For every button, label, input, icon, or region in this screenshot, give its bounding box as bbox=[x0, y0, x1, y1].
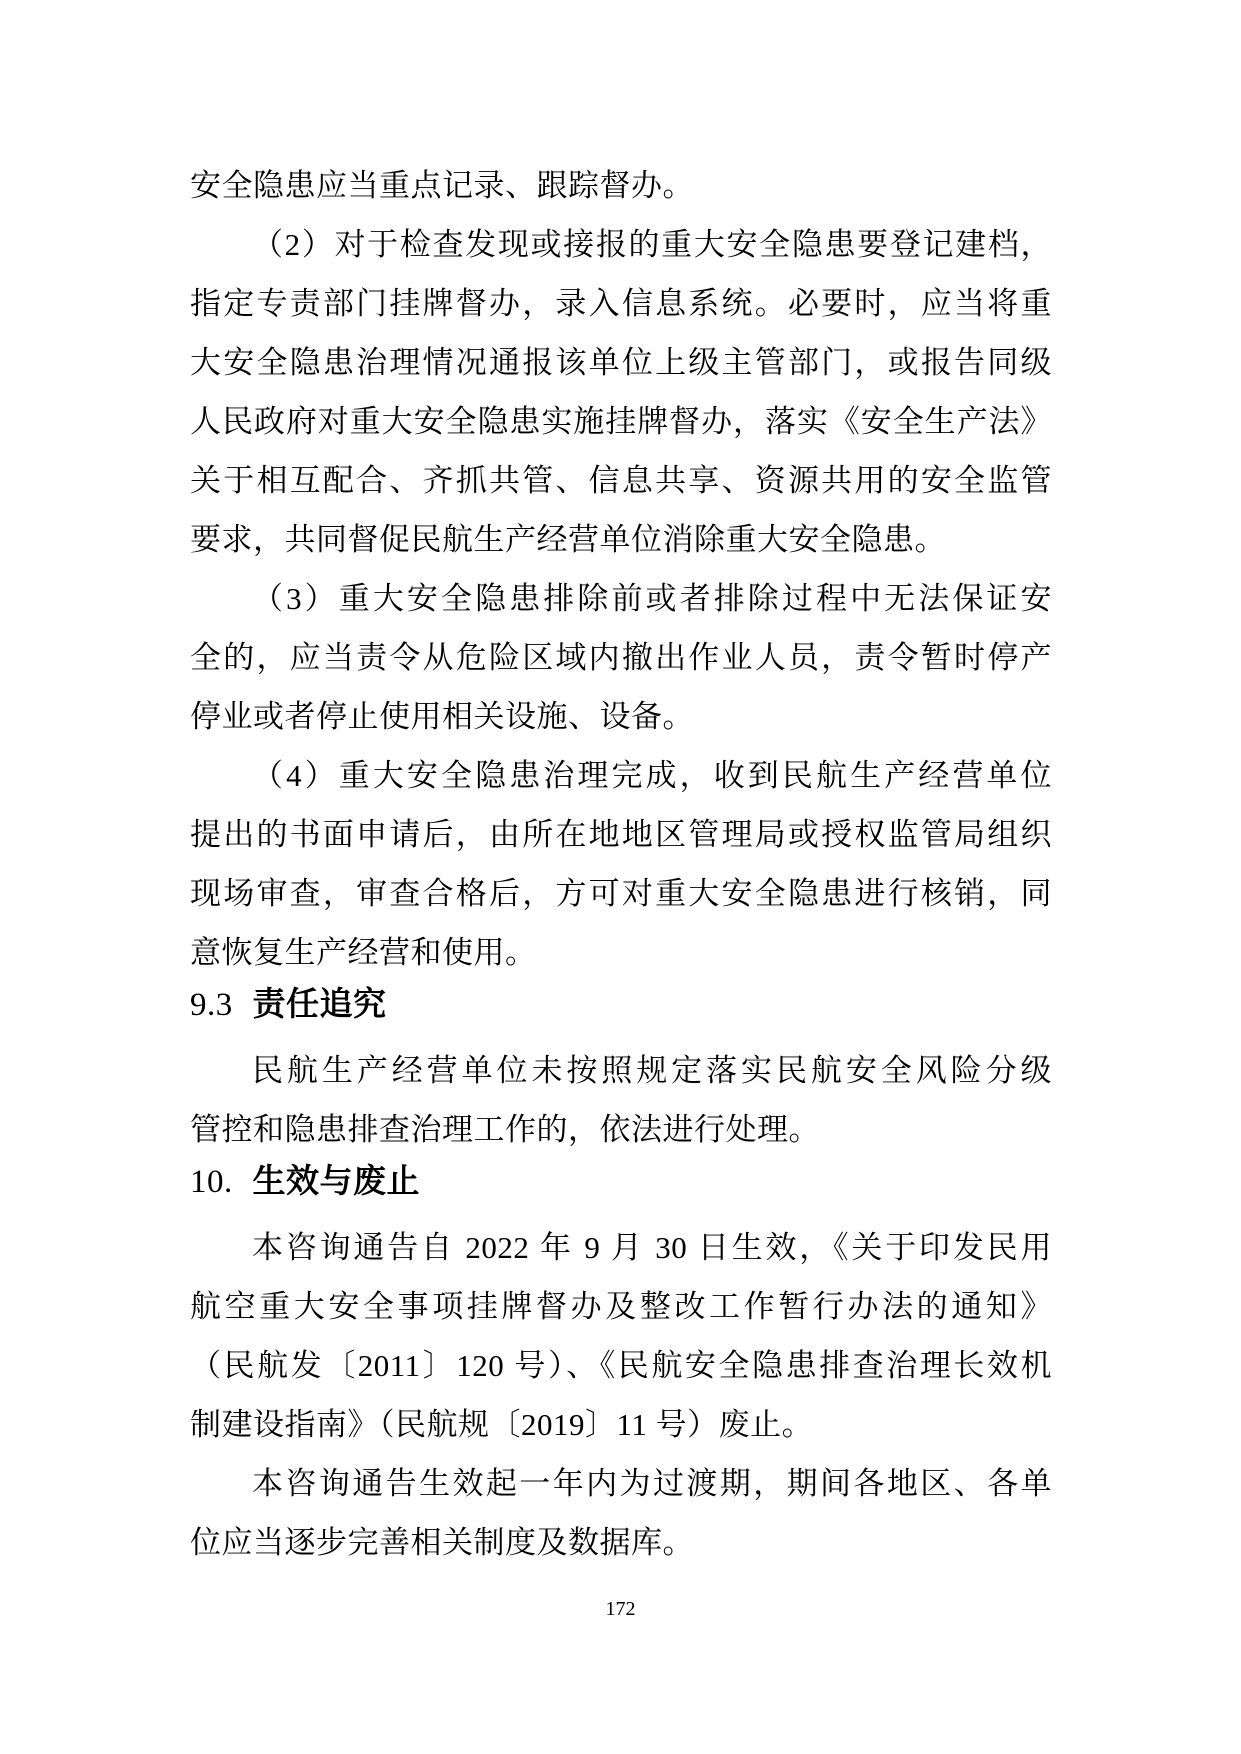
body-line: （3）重大安全隐患排除前或者排除过程中无法保证安 bbox=[252, 581, 1052, 616]
body-line: 位应当逐步完善相关制度及数据库。 bbox=[190, 1525, 694, 1560]
body-line: 航空重大安全事项挂牌督办及整改工作暂行办法的通知》 bbox=[190, 1289, 1052, 1324]
page-number: 172 bbox=[605, 1598, 636, 1620]
body-line: 本咨询通告自 2022 年 9 月 30 日生效，《关于印发民用 bbox=[252, 1230, 1052, 1265]
body-line: 全的，应当责令从危险区域内撤出作业人员，责令暂时停产 bbox=[190, 640, 1052, 675]
body-line: 安全隐患应当重点记录、跟踪督办。 bbox=[190, 168, 694, 203]
heading-number: 9.3 bbox=[190, 987, 233, 1023]
body-line: （4）重大安全隐患治理完成，收到民航生产经营单位 bbox=[252, 758, 1052, 793]
heading-title: 生效与废止 bbox=[252, 1162, 420, 1199]
body-line: 意恢复生产经营和使用。 bbox=[190, 935, 537, 970]
body-line: 停业或者停止使用相关设施、设备。 bbox=[190, 699, 694, 734]
document-body bbox=[190, 156, 1052, 1572]
body-line: 要求，共同督促民航生产经营单位消除重大安全隐患。 bbox=[190, 522, 946, 557]
body-line: （民航发〔2011〕120 号）、《民航安全隐患排查治理长效机 bbox=[190, 1348, 1052, 1383]
heading-title: 责任追究 bbox=[252, 985, 387, 1022]
section-heading-9-3 bbox=[190, 974, 1052, 1033]
body-line: 现场审查，审查合格后，方可对重大安全隐患进行核销，同 bbox=[190, 876, 1052, 911]
body-line: 制建设指南》（民航规〔2019〕11 号）废止。 bbox=[190, 1407, 814, 1442]
body-line: 民航生产经营单位未按照规定落实民航安全风险分级 bbox=[252, 1053, 1052, 1088]
body-line: 管控和隐患排查治理工作的，依法进行处理。 bbox=[190, 1112, 820, 1147]
body-line: （2）对于检查发现或接报的重大安全隐患要登记建档， bbox=[252, 227, 1052, 262]
body-line: 本咨询通告生效起一年内为过渡期，期间各地区、各单 bbox=[252, 1466, 1052, 1501]
body-line: 关于相互配合、齐抓共管、信息共享、资源共用的安全监管 bbox=[190, 463, 1052, 498]
body-line: 人民政府对重大安全隐患实施挂牌督办，落实《安全生产法》 bbox=[190, 404, 1052, 439]
body-line: 指定专责部门挂牌督办，录入信息系统。必要时，应当将重 bbox=[190, 286, 1052, 321]
body-line: 大安全隐患治理情况通报该单位上级主管部门，或报告同级 bbox=[190, 345, 1052, 380]
body-line: 提出的书面申请后，由所在地地区管理局或授权监管局组织 bbox=[190, 817, 1052, 852]
section-heading-10 bbox=[190, 1151, 1052, 1210]
heading-number: 10. bbox=[190, 1164, 233, 1200]
